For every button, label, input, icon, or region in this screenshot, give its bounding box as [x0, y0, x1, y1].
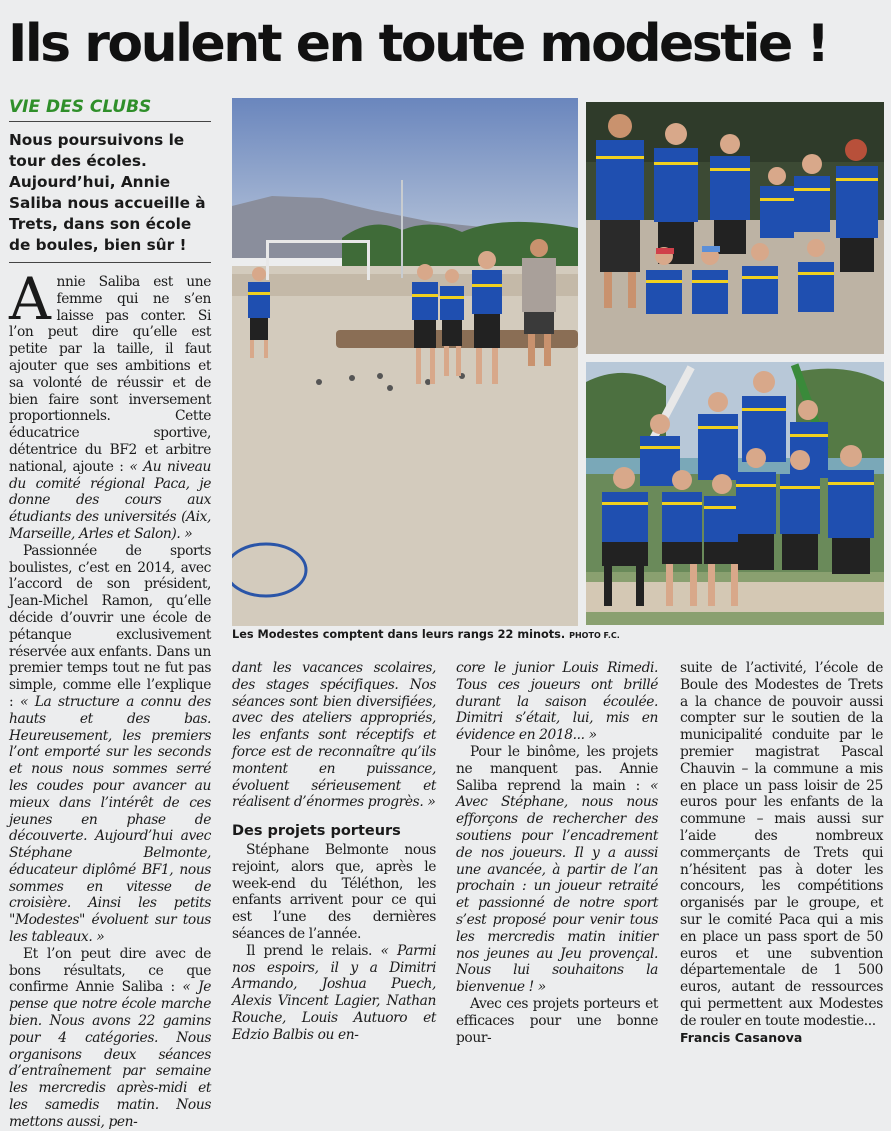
- paragraph: Stéphane Belmonte nous rejoint, alors que, après le week-end du Téléthon, les enfants arrivent pour ce qui est l’une des dernières séances de l’année.: [232, 841, 436, 942]
- photo-group-standing: [586, 102, 884, 354]
- photo-boules-court: [232, 98, 578, 626]
- photo-caption: Les Modestes comptent dans leurs rangs 22 minots. PHOTO F.C.: [232, 628, 620, 641]
- drop-cap: A: [9, 265, 51, 333]
- paragraph: suite de l’activité, l’école de Boule des Modestes de Trets a la chance de pouvoir aussi compter sur le soutien de la municipalité conduite par le premier magistrat Pascal Chauvin – la commune a mis en place un pass loisir de 25 euros pour les enfants de la commune – mais aussi sur l’aide des nombreux commerçants de Trets qui n’hésitent pas à doter les concours, les compétitions organisés par le groupe, et sur le comité Paca qui a mis en place un pass sport de 50 euros et une subvention départementale de 1 500 euros, autant de ressources qui permettent aux Modestes de rouler en toute modestie...: [680, 660, 883, 1029]
- paragraph: Et l’on peut dire avec de bons résultats, ce que confirme Annie Saliba : « Je pense que notre école marche bien. Nous avons 22 gamins pour 4 catégories. Nous organisons deux séances d’entraînement par semaine les mercredis après-midi et les samedis matin. Nous mettons aussi, pen-: [9, 945, 211, 1130]
- section-rubric: VIE DES CLUBS: [9, 97, 211, 122]
- author-signature: Francis Casanova: [680, 1029, 803, 1045]
- paragraph: Avec ces projets porteurs et efficaces pour une bonne pour-: [456, 995, 658, 1046]
- article-lead: Nous poursuivons le tour des écoles. Aujourd’hui, Annie Saliba nous accueille à Trets, dans son école de boules, bien sûr !: [9, 130, 211, 263]
- photo-credit: PHOTO F.C.: [569, 631, 620, 640]
- text-column-2: [232, 660, 436, 1044]
- paragraph: Passionnée de sports boulistes, c’est en 2014, avec l’accord de son président, Jean-Michel Ramon, qu’elle décide d’ouvrir une école de pétanque exclusivement réservée aux enfants. Dans un premier temps tout ne fut pas simple, comme elle l’explique : « La structure a connu des hauts et des bas. Heureusement, les premiers l’ont emporté sur les seconds et nous nous sommes serré les coudes pour avancer au mieux dans l’intérêt de ces jeunes en phase de découverte. Aujourd’hui avec Stéphane Belmonte, éducateur diplômé BF1, nous sommes en vitesse de croisière. Ainsi les petits "Modestes" évoluent sur tous les tableaux. »: [9, 542, 211, 946]
- paragraph: dant les vacances scolaires, des stages spécifiques. Nos séances sont bien diversifiées, avec des ateliers appropriés, les enfants sont réceptifs et force est de reconnaître qu’ils montent en puissance, évoluent sérieusement et réalisent d’énormes progrès. »: [232, 660, 436, 811]
- subheading: Des projets porteurs: [232, 823, 401, 840]
- photo-group-seated: [586, 362, 884, 625]
- paragraph: Annie Saliba est une femme qui ne s’en laisse pas conter. Si l’on peut dire qu’elle est petite par la taille, il faut ajouter que ses ambitions et sa volonté de réussir et de bien faire sont inversement proportionnels. Cette éducatrice sportive, détentrice du BF2 et arbitre national, ajoute : « Au niveau du comité régional Paca, je donne des cours aux étudiants des universités (Aix, Marseille, Arles et Salon). »: [9, 265, 211, 542]
- text-column-4: [680, 660, 883, 1046]
- text-column-3: [456, 660, 658, 1046]
- headline: Ils roulent en toute modestie !: [8, 14, 828, 74]
- paragraph: Pour le binôme, les projets ne manquent pas. Annie Saliba reprend la main : « Avec Stéphane, nous nous efforçons de rechercher des soutiens pour l’encadrement de nos joueurs. Il y a aussi une avancée, à partir de l’an prochain : un joueur retraité et passionné de notre sport s’est proposé pour venir tous les mercredis matin initier nos jeunes au Jeu provençal. Nous lui souhaitons la bienvenue ! »: [456, 743, 658, 996]
- paragraph: core le junior Louis Rimedi. Tous ces joueurs ont brillé durant la saison écoulée. Dimitri s’était, lui, mis en évidence en 2018... »: [456, 660, 658, 744]
- text-column-1: [9, 265, 211, 1131]
- paragraph: Il prend le relais. « Parmi nos espoirs, il y a Dimitri Armando, Joshua Puech, Alexis Vincent Lagier, Nathan Rouche, Louis Autuoro et Edzio Balbis ou en-: [232, 942, 436, 1043]
